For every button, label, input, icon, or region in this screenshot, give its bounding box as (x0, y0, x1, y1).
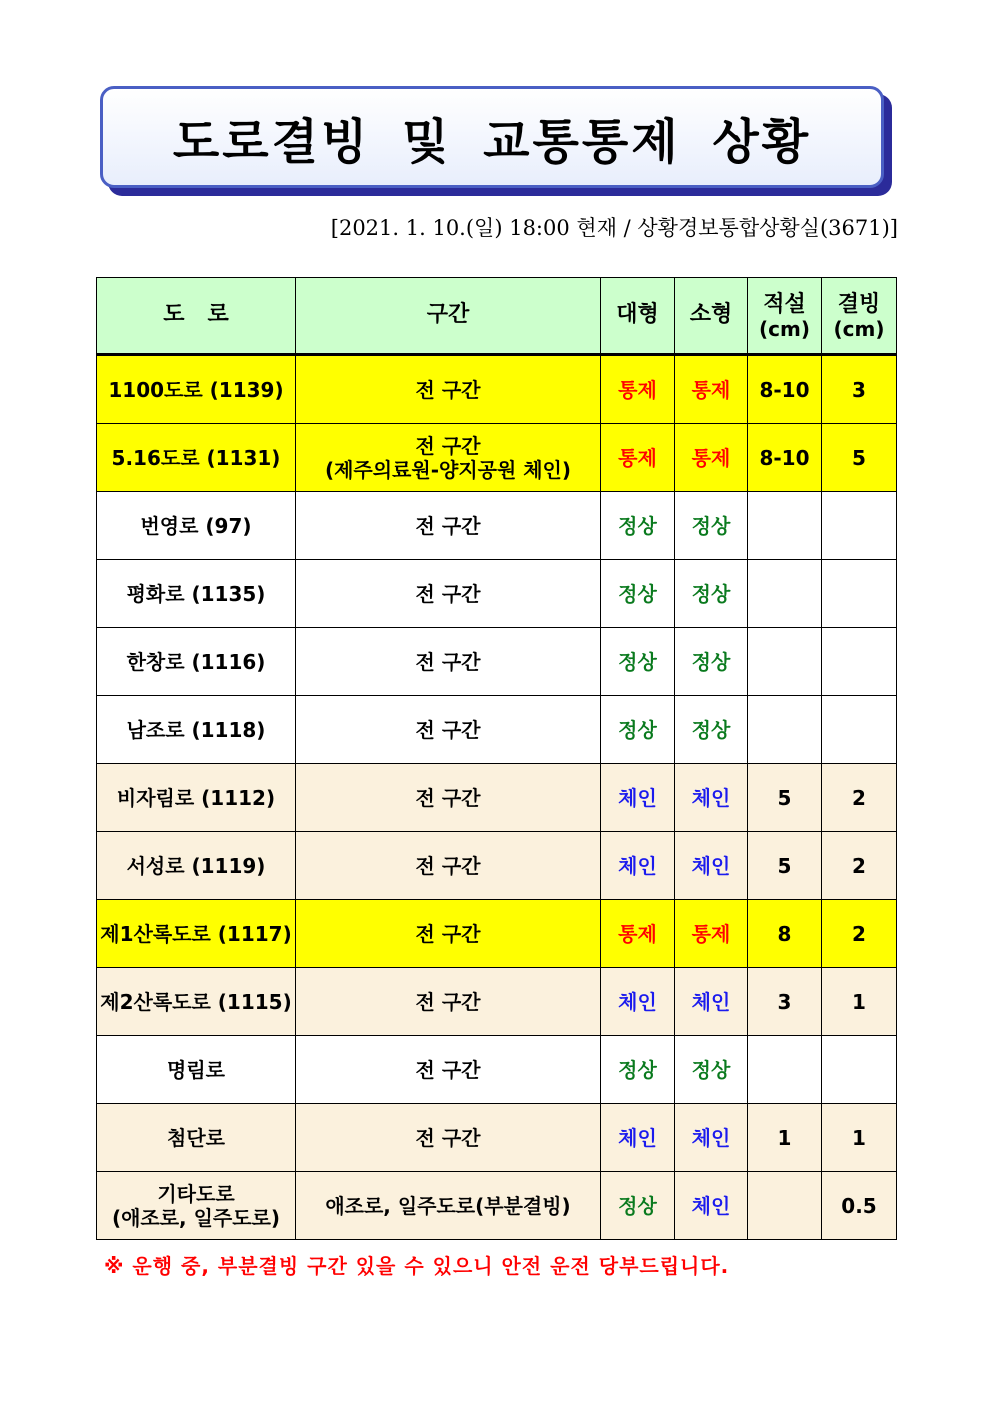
road-name: 제1산록도로 (1117) (100, 921, 292, 946)
small-vehicle-status: 정상 (675, 560, 748, 628)
road-name: 남조로 (1118) (126, 717, 266, 742)
road-name-detail: (애조로, 일주도로) (111, 1205, 281, 1230)
ice-depth: 5 (822, 424, 897, 492)
road-name: 평화로 (1135) (126, 581, 266, 606)
large-vehicle-status: 통제 (601, 355, 675, 424)
table-row (97, 900, 897, 968)
title-banner (100, 86, 892, 196)
road-status-table (96, 277, 897, 1240)
road-cell (97, 560, 296, 628)
page-title: 도로결빙 및 교통통제 상황 (172, 113, 812, 170)
snow-depth (748, 696, 822, 764)
table-row (97, 832, 897, 900)
section-text: 전 구간 (415, 513, 481, 538)
section-cell (296, 696, 601, 764)
section-cell (296, 424, 601, 492)
safety-note: ※ 운행 중, 부분결빙 구간 있을 수 있으니 안전 운전 당부드립니다. (104, 1254, 730, 1278)
large-vehicle-status: 정상 (601, 1036, 675, 1104)
header-road-label: 도 로 (163, 302, 229, 328)
snow-depth: 1 (748, 1104, 822, 1172)
section-cell (296, 900, 601, 968)
large-vehicle-status: 정상 (601, 560, 675, 628)
ice-depth: 3 (822, 355, 897, 424)
ice-depth (822, 1036, 897, 1104)
title-box (100, 86, 884, 188)
snow-depth: 8-10 (748, 355, 822, 424)
road-cell (97, 424, 296, 492)
small-vehicle-status: 통제 (675, 424, 748, 492)
small-vehicle-status: 체인 (675, 832, 748, 900)
ice-depth (822, 492, 897, 560)
ice-depth: 1 (822, 968, 897, 1036)
road-name: 첨단로 (167, 1125, 225, 1150)
section-cell (296, 764, 601, 832)
small-vehicle-status: 정상 (675, 1036, 748, 1104)
section-cell (296, 355, 601, 424)
road-cell (97, 832, 296, 900)
header-small: 소형 (675, 278, 748, 355)
section-cell (296, 492, 601, 560)
header-ice (822, 278, 897, 355)
road-cell (97, 1172, 296, 1240)
section-text: 전 구간 (415, 581, 481, 606)
section-text: 전 구간 (415, 853, 481, 878)
section-text: 전 구간 (415, 785, 481, 810)
road-name: 기타도로 (157, 1181, 235, 1206)
snow-depth (748, 492, 822, 560)
road-name: 한창로 (1116) (126, 649, 266, 674)
small-vehicle-status: 정상 (675, 696, 748, 764)
road-name: 명림로 (167, 1057, 225, 1082)
section-text: 전 구간 (415, 433, 481, 458)
snow-depth (748, 560, 822, 628)
section-text: 전 구간 (415, 1057, 481, 1082)
large-vehicle-status: 체인 (601, 764, 675, 832)
table-row (97, 1036, 897, 1104)
road-name: 5.16도로 (1131) (111, 445, 281, 470)
header-section: 구간 (296, 278, 601, 355)
table-row (97, 560, 897, 628)
road-name: 제2산록도로 (1115) (100, 989, 292, 1014)
section-text: 전 구간 (415, 377, 481, 402)
table-row (97, 764, 897, 832)
section-detail: (제주의료원-양지공원 체인) (324, 457, 572, 482)
table-body (97, 355, 897, 1240)
large-vehicle-status: 정상 (601, 696, 675, 764)
header-ice-label: 결빙 (837, 292, 881, 318)
snow-depth: 5 (748, 832, 822, 900)
section-cell (296, 560, 601, 628)
section-text: 애조로, 일주도로(부분결빙) (325, 1193, 571, 1218)
small-vehicle-status: 통제 (675, 355, 748, 424)
section-cell (296, 628, 601, 696)
large-vehicle-status: 체인 (601, 1104, 675, 1172)
road-cell (97, 764, 296, 832)
road-cell (97, 492, 296, 560)
section-text: 전 구간 (415, 989, 481, 1014)
table-row (97, 424, 897, 492)
table-row (97, 628, 897, 696)
table-row (97, 696, 897, 764)
ice-depth (822, 560, 897, 628)
small-vehicle-status: 체인 (675, 764, 748, 832)
header-ice-unit: (cm) (833, 316, 885, 341)
snow-depth: 5 (748, 764, 822, 832)
table-row (97, 968, 897, 1036)
report-timestamp: [2021. 1. 10.(일) 18:00 현재 / 상황경보통합상황실(3671)] (330, 216, 898, 240)
large-vehicle-status: 정상 (601, 1172, 675, 1240)
road-cell (97, 1104, 296, 1172)
large-vehicle-status: 체인 (601, 968, 675, 1036)
ice-depth (822, 628, 897, 696)
large-vehicle-status: 통제 (601, 424, 675, 492)
header-large: 대형 (601, 278, 675, 355)
small-vehicle-status: 체인 (675, 968, 748, 1036)
snow-depth (748, 628, 822, 696)
road-name: 1100도로 (1139) (108, 377, 284, 402)
section-cell (296, 1104, 601, 1172)
section-text: 전 구간 (415, 717, 481, 742)
section-text: 전 구간 (415, 921, 481, 946)
table-row (97, 1104, 897, 1172)
ice-depth: 2 (822, 900, 897, 968)
ice-depth: 1 (822, 1104, 897, 1172)
large-vehicle-status: 통제 (601, 900, 675, 968)
snow-depth: 8-10 (748, 424, 822, 492)
small-vehicle-status: 정상 (675, 628, 748, 696)
snow-depth (748, 1172, 822, 1240)
section-text: 전 구간 (415, 649, 481, 674)
table-row (97, 1172, 897, 1240)
header-snow-unit: (cm) (759, 316, 810, 341)
section-text: 전 구간 (415, 1125, 481, 1150)
large-vehicle-status: 정상 (601, 492, 675, 560)
header-snow (748, 278, 822, 355)
section-cell (296, 1172, 601, 1240)
small-vehicle-status: 체인 (675, 1172, 748, 1240)
header-road (97, 278, 296, 355)
road-cell (97, 968, 296, 1036)
small-vehicle-status: 통제 (675, 900, 748, 968)
road-name: 번영로 (97) (140, 513, 252, 538)
section-cell (296, 968, 601, 1036)
large-vehicle-status: 정상 (601, 628, 675, 696)
small-vehicle-status: 체인 (675, 1104, 748, 1172)
road-cell (97, 696, 296, 764)
road-cell (97, 1036, 296, 1104)
section-cell (296, 832, 601, 900)
ice-depth: 0.5 (822, 1172, 897, 1240)
road-cell (97, 628, 296, 696)
road-name: 서성로 (1119) (126, 853, 266, 878)
ice-depth (822, 696, 897, 764)
table-header-row (97, 278, 897, 355)
table-row (97, 355, 897, 424)
table-row (97, 492, 897, 560)
ice-depth: 2 (822, 832, 897, 900)
snow-depth: 8 (748, 900, 822, 968)
large-vehicle-status: 체인 (601, 832, 675, 900)
section-cell (296, 1036, 601, 1104)
ice-depth: 2 (822, 764, 897, 832)
road-cell (97, 355, 296, 424)
snow-depth (748, 1036, 822, 1104)
small-vehicle-status: 정상 (675, 492, 748, 560)
road-name: 비자림로 (1112) (116, 785, 276, 810)
road-cell (97, 900, 296, 968)
header-snow-label: 적설 (763, 292, 806, 318)
snow-depth: 3 (748, 968, 822, 1036)
